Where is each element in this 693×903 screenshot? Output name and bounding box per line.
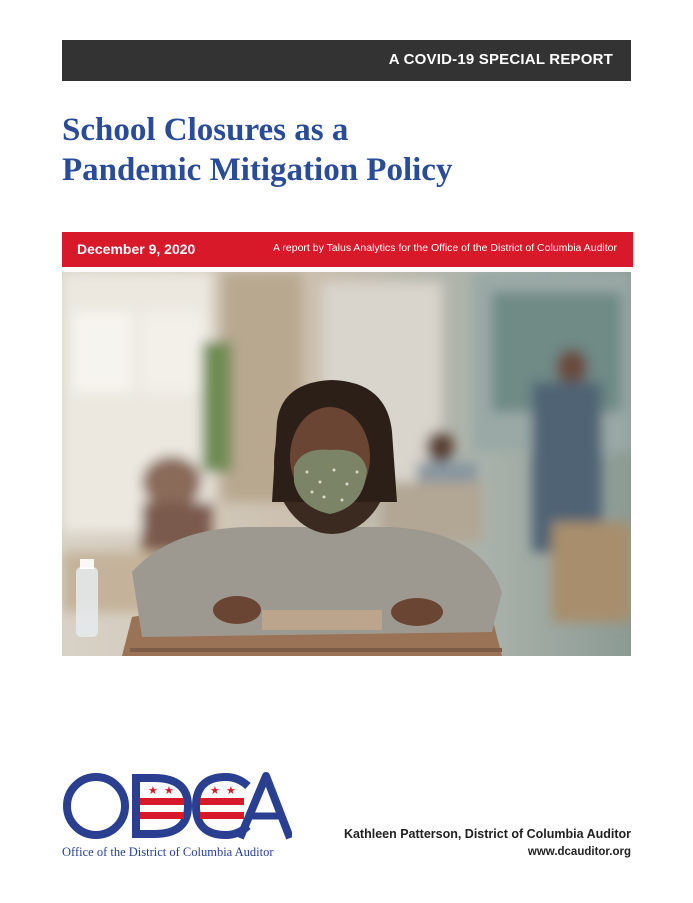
report-type-banner: [62, 40, 631, 81]
cover-photo: [62, 272, 631, 656]
report-date: December 9, 2020: [77, 241, 196, 257]
svg-text:★: ★: [148, 784, 158, 797]
svg-text:★: ★: [226, 784, 236, 797]
report-title-line-2: Pandemic Mitigation Policy: [62, 152, 453, 188]
report-title-line-1: School Closures as a: [62, 112, 349, 148]
svg-text:★: ★: [164, 784, 174, 797]
auditor-name: Kathleen Patterson, District of Columbia Auditor: [343, 827, 631, 841]
classroom-student-illustration: [62, 272, 631, 656]
report-byline: A report by Talus Analytics for the Office of the District of Columbia Auditor: [273, 242, 617, 254]
logo-letter-o: [67, 777, 125, 835]
report-type-label: A COVID-19 SPECIAL REPORT: [388, 51, 613, 68]
svg-text:★: ★: [210, 784, 220, 797]
logo-letter-d: [136, 778, 188, 834]
date-byline-band: [62, 232, 633, 267]
logo-subtitle: Office of the District of Columbia Auditor: [62, 845, 274, 859]
report-title: [62, 110, 622, 190]
logo-letter-c: [196, 777, 248, 835]
auditor-website-link[interactable]: www.dcauditor.org: [527, 846, 631, 858]
